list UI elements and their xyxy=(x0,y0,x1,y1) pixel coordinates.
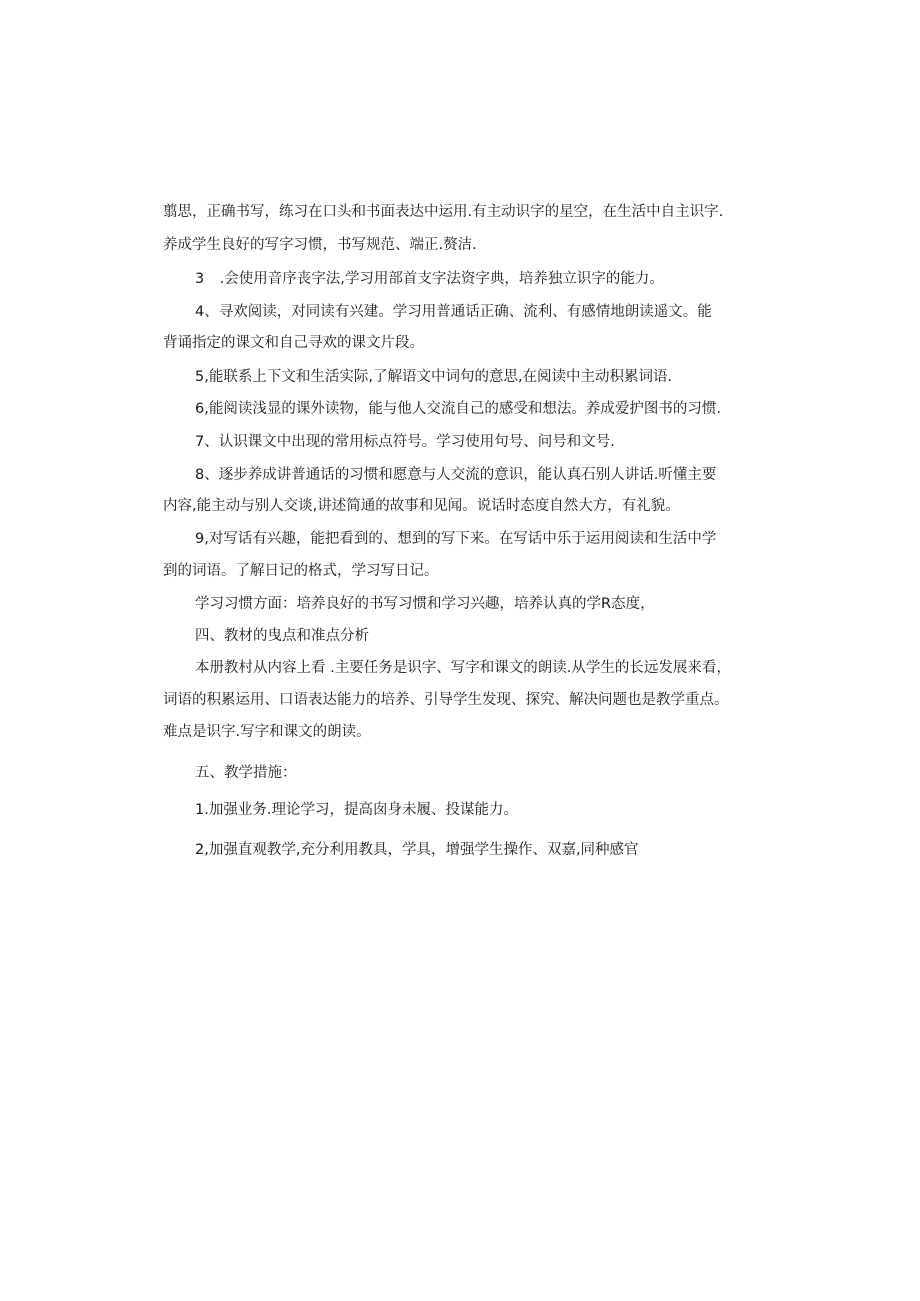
paragraph-line: 本册教村从内容上看 .主要任务是识字、写字和课文的朗读.从学生的长远发展来看， xyxy=(195,660,731,676)
paragraph-line: 翦思，正确书写，练习在口头和书面表达中运用.有主动识字的星空，在生活中自主识字. xyxy=(163,204,724,220)
list-item-measure-2: 2,加强直观教学,充分利用教具，学具，增强学生操作、双嘉,同种感官 xyxy=(195,842,639,858)
list-item-number: 3 xyxy=(195,271,205,287)
list-item-3 xyxy=(195,269,795,289)
section-heading: 四、教材的曳点和准点分析 xyxy=(195,628,369,644)
paragraph-line: 学习习惯方面：培养良好的书写习惯和学习兴趣，培养认真的学R态度， xyxy=(195,596,655,612)
list-item-7: 7、认识课文中出现的常用标点符号。学习使用句号、问号和文号. xyxy=(195,434,615,450)
list-item-9: 9,对写话有兴趣，能把看到的、想到的写下来。在写话中乐于运用阅读和生活中学 xyxy=(195,531,717,547)
paragraph-line: 内容,能主动与别人交谈,讲述简通的故事和见闻。说话时态度自然大方，有礼貌。 xyxy=(163,498,680,514)
list-item-6: 6,能阅读浅显的课外读物，能与他人交流自己的感受和想法。养成爱护图书的习惯. xyxy=(195,401,721,417)
list-item-measure-1: 1.加强业务.理论学习，提高囱身未履、投谋能力。 xyxy=(195,802,518,818)
paragraph-line: 到的词语。了解日记的格式，学习写日记。 xyxy=(163,563,439,579)
paragraph-line: 词语的积累运用、口语表达能力的培养、引导学生发现、探究、解决问题也是教学重点。 xyxy=(163,692,729,708)
list-item-5: 5,能联系上下文和生活实际,了解语文中词句的意思,在阅读中主动积累词语. xyxy=(195,369,673,385)
paragraph-line: 背诵指定的课文和自己寻欢的课文片段。 xyxy=(163,335,424,351)
paragraph-line: 养成学生良好的写字习惯，书写规范、端正.赘洁. xyxy=(163,237,477,253)
paragraph-line: 难点是识字.写字和课文的朗读。 xyxy=(163,724,371,740)
section-heading: 五、教学措施： xyxy=(195,765,297,781)
list-item-8: 8、逐步养成讲普通话的习惯和愿意与人交流的意识，能认真石别人讲话.听懂主要 xyxy=(195,467,717,483)
list-item-4: 4、寻欢阅读，对同读有兴建。学习用普通话正确、流利、有感情地朗读遥文。能 xyxy=(195,304,712,320)
list-item-text: .会使用音序丧字法,学习用部首支字法资字典，培养独立识字的能力。 xyxy=(219,271,664,287)
